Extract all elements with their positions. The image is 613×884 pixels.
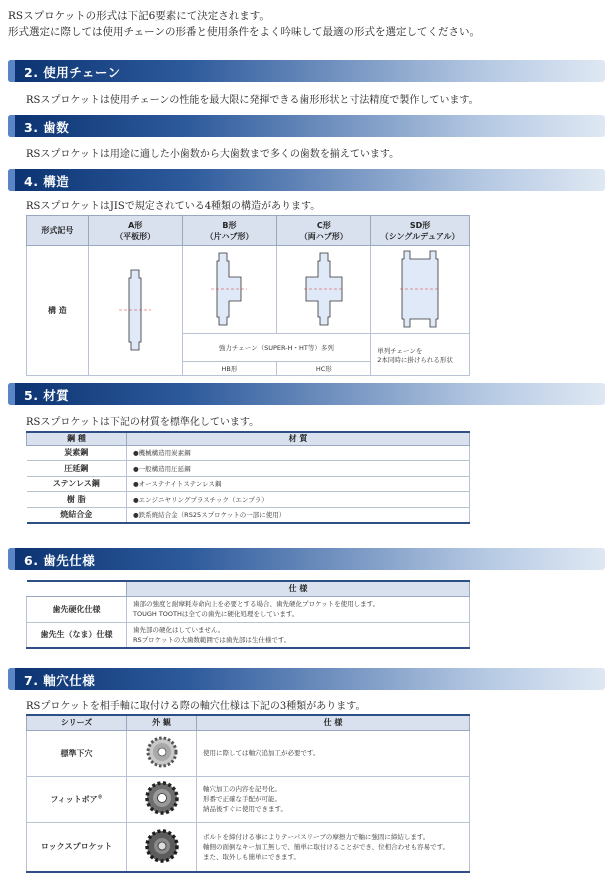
bore-table	[26, 714, 470, 873]
sprocket-photo-lock	[127, 822, 197, 872]
bore-col-2: 外 観	[127, 715, 197, 730]
strong-chain-note: 強力チェーン（SUPER-H・HT等）多列	[182, 334, 371, 362]
bore-col-1: シリーズ	[27, 715, 127, 730]
section-header-teeth	[8, 115, 605, 137]
structure-table	[26, 215, 470, 376]
hc-note: HC形	[277, 362, 371, 376]
section-title: 3. 歯数	[24, 120, 70, 135]
intro-line-2: 形式選定に際しては使用チェーンの形番と使用条件をよく吟味して最適の形式を選定してください。	[8, 26, 480, 38]
table-row: 歯先硬化仕様 歯部の強度と耐摩耗寿命向上を必要とする場合、歯先硬化プロケットを使用します。 TOUGH TOOTHは全ての歯先に硬化処理をしています。	[27, 596, 470, 622]
section-header-tip	[8, 548, 605, 570]
sprocket-photo-standard	[127, 730, 197, 776]
table-row: 歯先生（なま）仕様 歯先部の硬化はしていません。 RSプロケットの大歯数範囲では歯先部は生仕様です。	[27, 622, 470, 648]
type-sd-drawing	[371, 246, 470, 334]
section-title: 7. 軸穴仕様	[24, 673, 96, 688]
table-row: ステンレス鋼 ●オーステナイトステンレス鋼	[27, 476, 470, 492]
structure-row-label: 構 造	[27, 246, 89, 376]
table-row: フィットボア® 軸穴加工の内容を記号化。 形番で正確な手配が可能。 納品後すぐに使用できます。	[27, 776, 470, 822]
section-title: 2. 使用チェーン	[24, 65, 121, 80]
section-header-chain	[8, 60, 605, 82]
table-row: 焼結合金 ●鉄系焼結合金（RS25スプロケットの一部に使用）	[27, 507, 470, 523]
type-c-header: C形 （両ハブ形）	[277, 216, 371, 246]
intro	[8, 8, 480, 40]
type-b-header: B形 （片ハブ形）	[182, 216, 277, 246]
section-title: 4. 構造	[24, 174, 70, 189]
sprocket-c-icon	[302, 249, 346, 329]
section-desc-material: RSスプロケットは下記の材質を標準化しています。	[26, 417, 260, 428]
intro-line-1: RSスプロケットの形式は下記6要素にて決定されます。	[8, 10, 270, 22]
material-col-2: 材 質	[127, 432, 470, 445]
material-col-1: 鋼 種	[27, 432, 127, 445]
sprocket-sd-icon	[398, 247, 442, 331]
type-c-drawing	[277, 246, 371, 334]
bore-col-3: 仕 様	[197, 715, 470, 730]
section-title: 6. 歯先仕様	[24, 553, 96, 568]
sprocket-a-icon	[115, 264, 155, 356]
sd-note: 単列チェーンを 2本同時に掛けられる形状	[371, 334, 470, 376]
gear-icon	[142, 779, 182, 817]
table-row: ロックスプロケット ボルトを締付ける事によりテーパスリーブの摩擦力で軸に強固に締結します。 軸側の面倒なキー加工無しで、簡単に取付けることができ、位相合わせも容易です。 また、取外しも簡単にできます。	[27, 822, 470, 872]
type-sd-header: SD形 （シングルデュアル）	[371, 216, 470, 246]
type-a-header: A形 （平板形）	[88, 216, 182, 246]
type-a-drawing	[88, 246, 182, 376]
material-table	[26, 431, 470, 524]
section-header-material	[8, 383, 605, 405]
table-row: 圧延鋼 ●一般構造用圧延鋼	[27, 461, 470, 477]
sprocket-b-icon	[209, 249, 249, 329]
sprocket-photo-fitbore	[127, 776, 197, 822]
section-header-structure	[8, 169, 605, 191]
section-desc-structure: RSスプロケットはJISで規定されている4種類の構造があります。	[26, 201, 321, 212]
tip-table	[26, 580, 470, 649]
section-desc-bore: RSプロケットを相手軸に取付ける際の軸穴仕様は下記の3種類があります。	[26, 701, 366, 712]
gear-icon	[142, 826, 182, 866]
section-desc-teeth: RSスプロケットは用途に適した小歯数から大歯数まで多くの歯数を揃えています。	[26, 149, 400, 160]
structure-header-label: 形式記号	[27, 216, 89, 246]
gear-icon	[145, 735, 179, 769]
table-row: 炭素鋼 ●機械構造用炭素鋼	[27, 445, 470, 461]
tip-col: 仕 様	[127, 581, 470, 596]
hb-note: HB形	[182, 362, 277, 376]
section-header-bore	[8, 668, 605, 690]
table-row: 標準下穴 使用に際しては軸穴追加工が必要です。	[27, 730, 470, 776]
section-desc-chain: RSスプロケットは使用チェーンの性能を最大限に発揮できる歯形形状と寸法精度で製作しています。	[26, 95, 479, 106]
type-b-drawing	[182, 246, 277, 334]
table-row: 樹 脂 ●エンジニヤリングプラスチック（エンプラ）	[27, 492, 470, 508]
section-title: 5. 材質	[24, 388, 70, 403]
